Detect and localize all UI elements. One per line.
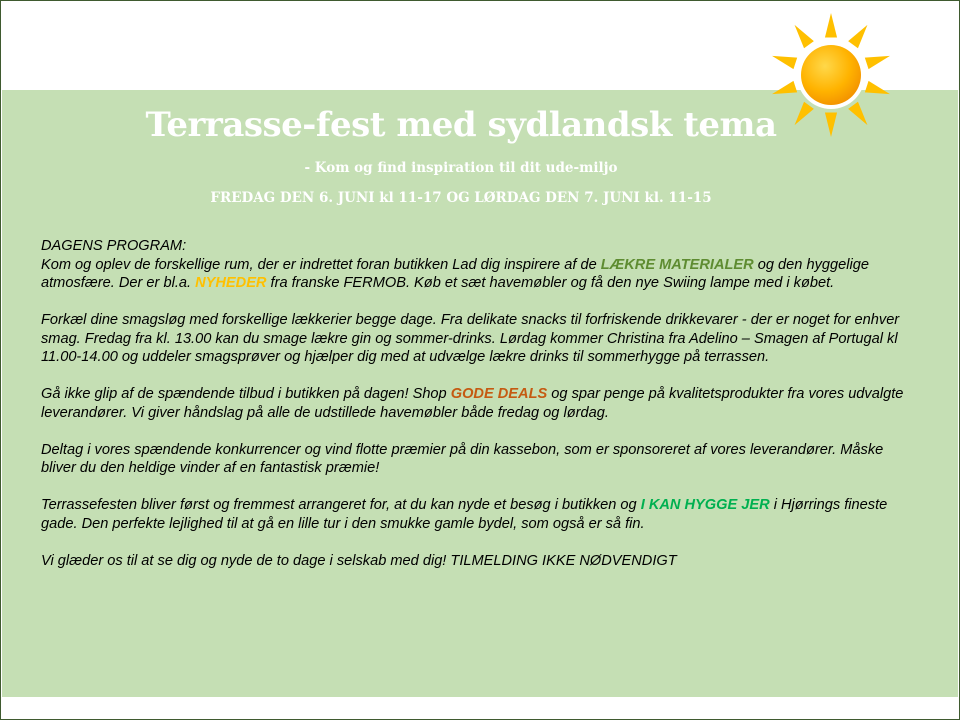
program-text-segment: og spar penge på kvalitetsprodukter fra vores udvalgte leverandører. Vi giver håndslag på alle de udstillede havemøbler både fredag og lørdag.: [41, 386, 904, 421]
program-paragraph-5: [41, 496, 921, 533]
program-text-segment: fra franske FERMOB. Køb et sæt havemøbler og få den nye Swiing lampe med i købet.: [266, 275, 835, 291]
program-text: [41, 237, 921, 589]
highlight-i-kan-hygge-jer: I KAN HYGGE JER: [640, 497, 770, 513]
page-subtitle: - Kom og find inspiration til dit ude-miljo: [304, 160, 618, 176]
program-paragraph-4: Deltag i vores spændende konkurrencer og vind flotte præmier på din kassebon, som er sponsoreret af vores leverandører. Måske bliver du den heldige vinder af en fantastisk præmie!: [41, 441, 884, 476]
program-text-segment: Kom og oplev de forskellige rum, der er indrettet foran butikken Lad dig inspirere af de: [41, 256, 601, 273]
sun-ray: [772, 56, 797, 69]
sun-ray: [795, 25, 814, 48]
page-title: Terrasse-fest med sydlandsk tema: [145, 105, 777, 145]
highlight-gode-deals: GODE DEALS: [450, 386, 548, 402]
program-heading: DAGENS PROGRAM:: [41, 238, 187, 254]
program-text-segment: Terrassefesten bliver først og fremmest arrangeret for, at du kan nyde et besøg i butikken og: [41, 497, 641, 513]
event-dates: FREDAG DEN 6. JUNI kl 11-17 OG LØRDAG DEN 7. JUNI kl. 11-15: [210, 190, 712, 206]
sun-ray: [865, 56, 890, 69]
program-text-segment: Gå ikke glip af de spændende tilbud i butikken på dagen! Shop: [41, 386, 451, 402]
program-paragraph-2: Forkæl dine smagsløg med forskellige lækkerier begge dage. Fra delikate snacks til forfriskende drikkevarer - der er noget for enhver smag. Fredag fra kl. 13.00 kan du smage lækre gin og sommer-drinks. Lørdag kommer Christina fra Adelino – Smagen af Portugal kl 11.00-14.00 og uddeler smagsprøver og hjælper dig med at udvælge lækre drinks til sommerhygge på terrassen.: [41, 312, 900, 365]
program-paragraph-3: [41, 385, 921, 422]
program-text-segment: og den hyggelige atmosfære. Der er bl.a.: [41, 256, 869, 291]
sun-ray: [865, 81, 890, 94]
program-paragraph-6: Vi glæder os til at se dig og nyde de to dage i selskab med dig! TILMELDING IKKE NØDVENDIGT: [41, 552, 677, 569]
program-text-segment: i Hjørrings fineste gade. Den perfekte lejlighed til at gå en lille tur i den smukke gamle bydel, som også er så fin.: [41, 497, 888, 532]
program-paragraph-1: [41, 237, 921, 293]
sun-ray: [848, 25, 867, 48]
highlight-nyheder: NYHEDER: [195, 275, 267, 291]
sun-ray: [825, 13, 837, 37]
sun-ray: [772, 81, 797, 94]
highlight-laekre-materialer: LÆKRE MATERIALER: [600, 256, 754, 273]
